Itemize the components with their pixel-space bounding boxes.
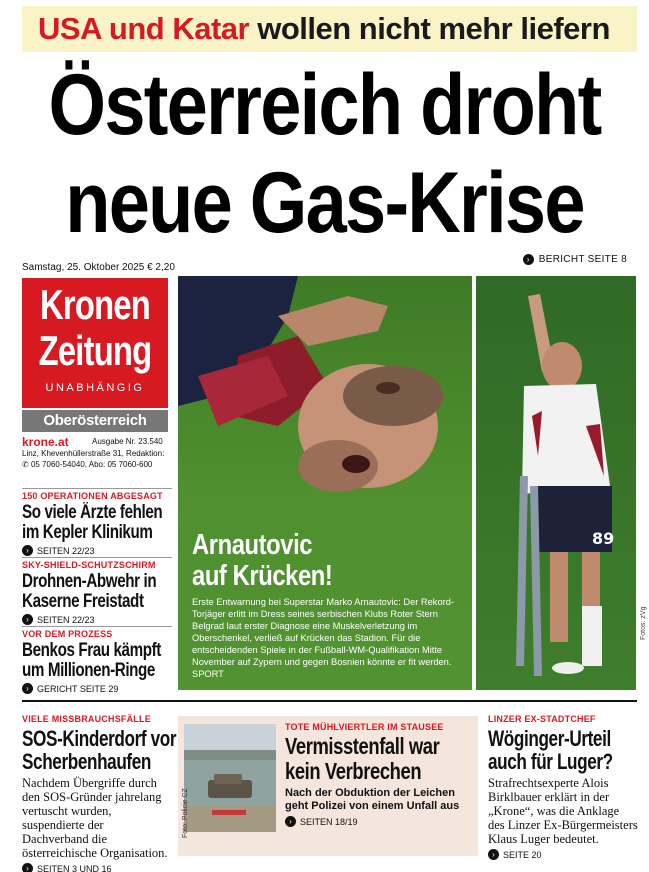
kicker-highlight: USA und Katar [38, 11, 250, 46]
story-tag: TOTE MÜHLVIERTLER IM STAUSEE [285, 722, 444, 732]
story-ref-label: SEITEN 22/23 [37, 614, 95, 625]
story-ref-label: SEITEN 3 UND 16 [37, 863, 112, 872]
story-tag: SKY-SHIELD-SCHUTZSCHIRM [22, 560, 156, 570]
divider [22, 488, 172, 489]
issue-number: Ausgabe Nr. 23.540 [92, 437, 163, 446]
stausee-photo[interactable] [184, 724, 276, 832]
logo-subtitle: UNABHÄNGIG [45, 382, 145, 394]
photo-credit-side: Fotos: zVg [640, 606, 647, 640]
story-ref [22, 545, 172, 556]
bericht-ref[interactable] [523, 254, 627, 265]
logo-line-1: Kronen [40, 281, 150, 328]
headline-line-1[interactable]: Österreich droht [48, 57, 601, 153]
story-title-line-2: im Kepler Klinikum [22, 522, 153, 543]
divider [22, 626, 172, 627]
arrow-circle-icon: › [488, 849, 499, 860]
divider [22, 557, 172, 558]
story-benko[interactable] [22, 629, 172, 694]
date-price: Samstag, 25. Oktober 2025 € 2,20 [22, 262, 175, 273]
jersey-number: 89 [592, 529, 615, 548]
story-ref [22, 863, 172, 872]
story-title-line-2: Kaserne Freistadt [22, 591, 144, 612]
story-drohnen[interactable] [22, 560, 172, 625]
phone-line [22, 459, 170, 470]
story-title-line-2: auch für Luger? [488, 749, 613, 774]
photo-credit-mid: Foto: Policie CZ [182, 788, 189, 838]
story-ref [488, 849, 638, 860]
arrow-circle-icon: › [22, 683, 33, 694]
headline-line-2[interactable]: neue Gas-Krise [65, 155, 584, 251]
phone-icon: ✆ [22, 460, 31, 469]
arnautovic-headline-line-1: Arnautovic [192, 529, 313, 561]
story-title-line-1: Vermisstenfall war [285, 733, 440, 759]
website-link[interactable]: krone.at [22, 435, 69, 449]
section-divider [22, 700, 637, 702]
story-sos-kinderdorf[interactable] [22, 714, 177, 872]
arrow-circle-icon: › [22, 545, 33, 556]
address-line: Linz, Khevenhüllerstraße 31, Redaktion: [22, 449, 165, 458]
arrow-circle-icon: › [285, 816, 296, 827]
crutches-photo-illustration [476, 276, 636, 690]
story-text: Nachdem Übergriffe durch den SOS-Gründer jahrelang vertuscht wurden, suspendierte der Dachverband die österreichische Organisation. [22, 776, 168, 860]
arnautovic-headline-line-2: auf Krücken! [192, 560, 333, 592]
kicker[interactable] [38, 12, 610, 46]
arnautovic-headline[interactable] [192, 530, 332, 592]
stausee-photo-illustration [184, 724, 276, 832]
story-ref [22, 683, 172, 694]
story-tag: LINZER EX-STADTCHEF [488, 714, 596, 724]
arrow-circle-icon: › [22, 614, 33, 625]
story-ref [22, 614, 172, 625]
story-title-line-2: kein Verbrechen [285, 758, 422, 784]
story-title-line-2: um Millionen-Ringe [22, 660, 155, 681]
region-label: Oberösterreich [22, 410, 168, 432]
story-title-line-1: Benkos Frau kämpft [22, 640, 161, 661]
story-woeginger-urteil[interactable] [488, 714, 638, 860]
arrow-circle-icon: › [22, 863, 33, 872]
story-aerzte[interactable] [22, 491, 172, 556]
story-tag: 150 OPERATIONEN ABGESAGT [22, 491, 163, 501]
story-text: Strafrechtsexperte Alois Birklbauer erklärt in der „Krone“, was die Anklage des Linzer Ex-Bürgermeisters Klaus Luger bedeutet. [488, 776, 638, 846]
phone-numbers: 05 7060-54040, Abo: 05 7060-600 [30, 460, 153, 469]
story-ref-label: GERICHT SEITE 29 [37, 683, 119, 694]
story-title-line-1: SOS-Kinderdorf vor [22, 726, 177, 751]
story-tag: VIELE MISSBRAUCHSFÄLLE [22, 714, 151, 724]
story-title-line-1: Drohnen-Abwehr in [22, 571, 157, 592]
story-ref [285, 816, 475, 827]
arnautovic-teaser: Erste Entwarnung bei Superstar Marko Arnautovic: Der Rekord-Torjäger erlitt im Dress seines serbischen Klubs Roter Stern Belgrad laut erster Diagnose eine Muskelverletzung im Oberschenkel, verließ auf Krücken das Stadion. Für die entscheidenden Spiele in der Fußball-WM-Qualifikation Mitte November auf Zypern und gegen Bosnien könnte er fit werden. SPORT [192, 597, 454, 679]
story-ref-label: SEITEN 18/19 [300, 816, 358, 827]
arnautovic-crutches-photo[interactable] [476, 276, 636, 690]
kicker-rest: wollen nicht mehr liefern [257, 11, 610, 46]
logo-line-2: Zeitung [38, 327, 152, 374]
bericht-ref-label: BERICHT SEITE 8 [538, 254, 627, 265]
story-subtitle: Nach der Obduktion der Leichen geht Polizei von einem Unfall aus [285, 787, 460, 812]
story-title-line-2: Scherbenhaufen [22, 749, 151, 774]
story-ref-label: SEITEN 22/23 [37, 545, 95, 556]
address-block [22, 448, 170, 470]
arrow-circle-icon: › [523, 254, 534, 265]
story-tag: VOR DEM PROZESS [22, 629, 113, 639]
story-vermisstenfall[interactable] [285, 722, 475, 827]
story-title-line-1: Wöginger-Urteil [488, 726, 611, 751]
story-ref-label: SEITE 20 [503, 849, 542, 860]
story-title-line-1: So viele Ärzte fehlen [22, 502, 163, 523]
kronen-zeitung-logo[interactable] [22, 278, 168, 408]
